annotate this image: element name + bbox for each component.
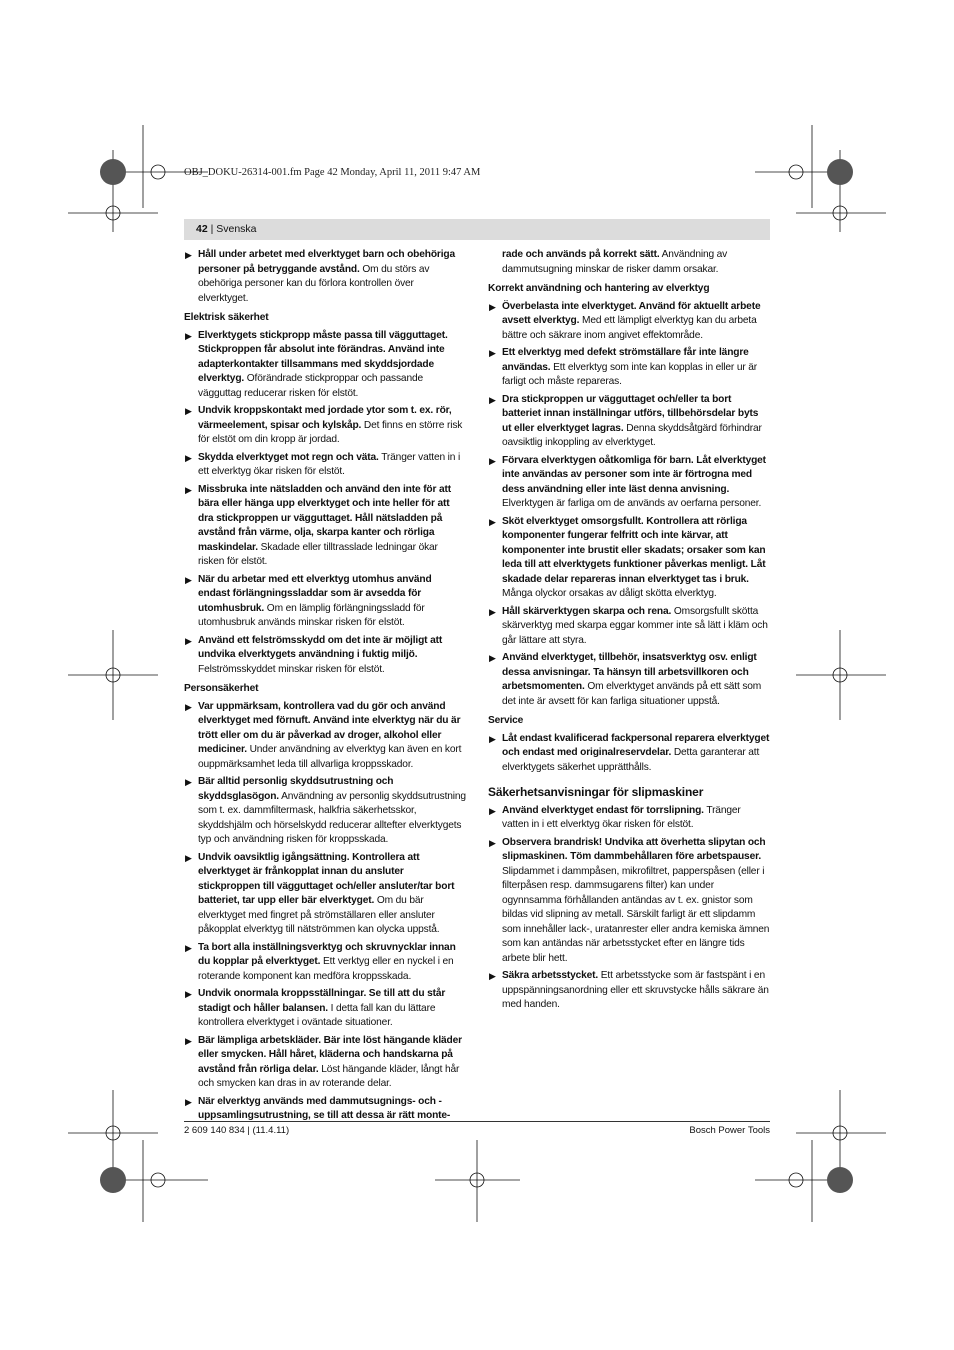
section-heading: Service (488, 715, 524, 726)
bullet-arrow-icon: ▶ (185, 635, 192, 646)
bullet-arrow-icon: ▶ (185, 942, 192, 953)
list-item: ▶ Undvik oavsiktlig igångsättning. Kontrollera att elverktyget är frånkopplat innan du ansluter stickproppen till vägguttaget och/eller ansluter/tar bort batteriet, tar upp eller bär elverktyget. Om du bär elverktyget med fingret på strömställaren eller ansluter påkopplat elverktyg till nätströmmen kan olycka uppstå. (185, 851, 455, 935)
list-item: ▶ Överbelasta inte elverktyget. Använd för aktuellt arbete avsett elverktyg. Med ett lämpligt elverktyg kan du arbeta bättre och säkrare inom angivet effektområde. (489, 300, 761, 341)
handling-list (488, 300, 770, 710)
list-item: ▶ Ta bort alla inställningsverktyg och skruvnycklar innan du kopplar på elverktyget. Ett verktyg eller en nyckel i en roterande komponent kan medföra kroppsskada. (185, 941, 456, 982)
list-item: ▶ Undvik kroppskontakt med jordade ytor som t. ex. rör, värmeelement, spisar och kylskåp. Det finns en större risk för elstöt om din kropp är jordad. (185, 405, 463, 445)
service-list (488, 732, 770, 776)
footer-rule (184, 1121, 770, 1122)
bullet-arrow-icon: ▶ (489, 516, 496, 527)
list-item: ▶ Säkra arbetsstycket. Ett arbetsstycke som är fastspänt i en uppspänningsanordning eller ett skruvstycke hålls säkrare än med handen. (489, 970, 769, 1010)
list-item: ▶ Elverktygets stickpropp måste passa till vägguttaget. Stickproppen får absolut inte förändras. Använd inte adapterkontakter tillsammans med skyddsjordade elverktyg. Oförändrade stickproppar och passande vägguttag reducerar risken för elstöt. (185, 329, 448, 399)
list-item: ▶ När du arbetar med ett elverktyg utomhus använd endast förlängningssladdar som är avsedda för utomhusbruk. Om en lämplig förlängningssladd för utomhusbruk används minskar risken för elstöt. (185, 573, 432, 628)
list-item: ▶ Förvara elverktygen oåtkomliga för barn. Låt elverktyget inte användas av personer som inte är förtrogna med dess användning eller inte läst denna anvisning. Elverktygen är farliga om de används av oerfarna personer. (489, 454, 766, 509)
bullet-arrow-icon: ▶ (489, 606, 496, 617)
list-item: ▶ Håll under arbetet med elverktyget barn och obehöriga personer på betryggande avstånd. Om du störs av obehöriga personer kan du förlora kontrollen över elverktyget. (185, 249, 455, 304)
bullet-arrow-icon: ▶ (489, 805, 496, 816)
bullet-arrow-icon: ▶ (185, 701, 192, 712)
bullet-arrow-icon: ▶ (489, 394, 496, 405)
page-number: 42 (196, 223, 208, 235)
list-item: ▶ Undvik onormala kroppsställningar. Se till att du står stadigt och håller balansen. I detta fall kan du lättare kontrollera elverktyget i oväntade situationer. (185, 988, 446, 1028)
bullet-arrow-icon: ▶ (185, 777, 192, 787)
grinder-list (488, 804, 770, 1013)
page-number-label (196, 223, 257, 235)
bullet-arrow-icon: ▶ (185, 1096, 192, 1107)
bullet-arrow-icon: ▶ (489, 348, 496, 358)
bullet-arrow-icon: ▶ (489, 455, 496, 466)
page-language: | Svenska (207, 223, 257, 235)
list-item: ▶ Använd ett felströmsskydd om det inte är möjligt att undvika elverktygets användning i fuktig miljö. Felströmsskyddet minskar risken för elstöt. (185, 634, 443, 675)
personal-list (184, 700, 466, 1124)
list-item: ▶ Var uppmärksam, kontrollera vad du gör och använd elverktyget med förnuft. Använd inte elverktyg när du är trött eller om du är påverkad av droger, alkohol eller mediciner. Under användning av elverktyg kan även en kort ouppmärksamhet leda till allvarliga kroppsskador. (185, 700, 462, 770)
bullet-arrow-icon: ▶ (185, 852, 192, 863)
list-item: ▶ Sköt elverktyget omsorgsfullt. Kontrollera att rörliga komponenter fungerar felfritt och inte kärvar, att komponenter inte brustit eller skadats; orsaker som kan leda till att elverktygets funktioner påverkas menligt. Låt skadade delar repareras innan elverktyget tas i bruk. Många olyckor orsakas av dåligt skötta elverktyg. (489, 515, 766, 599)
bullet-arrow-icon: ▶ (185, 484, 192, 495)
section-heading: Korrekt användning och hantering av elverktyg (488, 283, 710, 294)
continued-text: rade och används på korrekt sätt. Användning av dammutsugning minskar de risker damm orsakar. (502, 249, 728, 275)
footer-doc-number: 2 609 140 834 | (11.4.11) (184, 1125, 290, 1136)
bullet-arrow-icon: ▶ (489, 301, 496, 312)
list-item: ▶ Bär lämpliga arbetskläder. Bär inte löst hängande kläder eller smycken. Håll håret, kläderna och handskarna på avstånd från rörliga delar. Löst hängande kläder, långt hår och smycken kan dras in av roterande delar. (185, 1034, 462, 1089)
list-item: ▶ Bär alltid personlig skyddsutrustning och skyddsglasögon. Användning av personlig skyddsutrustning som t. ex. dammfiltermask, halkfria säkerhetsskor, skyddshjälm och hörselskydd reducerar alltefter elverktygets typ och användning risken för kroppsskada. (185, 776, 466, 845)
list-item: ▶ Håll skärverktygen skarpa och rena. Omsorgsfullt skötta skärverktyg med skarpa eggar kommer inte så lätt i kläm och går lättare att styra. (489, 605, 768, 646)
page-header-bar (184, 219, 770, 240)
right-column (488, 248, 770, 1016)
list-item: ▶ Ett elverktyg med defekt strömställare får inte längre användas. Ett elverktyg som inte kan kopplas in eller ur är farligt och måste repareras. (489, 347, 758, 387)
bullet-arrow-icon: ▶ (185, 452, 192, 463)
bullet-arrow-icon: ▶ (489, 653, 496, 663)
bullet-arrow-icon: ▶ (185, 574, 192, 585)
bullet-arrow-icon: ▶ (489, 837, 496, 848)
bullet-arrow-icon: ▶ (185, 989, 192, 999)
bullet-arrow-icon: ▶ (185, 406, 192, 416)
list-item: ▶ När elverktyg används med dammutsugnings- och -uppsamlingsutrustning, se till att dessa är rätt monte- (185, 1095, 451, 1121)
section-title: Säkerhetsanvisningar för slipmaskiner (488, 785, 704, 799)
list-item: ▶ Använd elverktyget, tillbehör, insatsverktyg osv. enligt dessa anvisningar. Ta hänsyn till arbetsvillkoren och arbetsmomenten. Om elverktyget används på ett sätt som det inte är avsett för kan farliga situationer uppstå. (489, 652, 762, 707)
print-header: OBJ_DOKU-26314-001.fm Page 42 Monday, April 11, 2011 9:47 AM (184, 167, 481, 178)
list-item: ▶ Skydda elverktyget mot regn och väta. Tränger vatten in i ett elverktyg ökar risken för elstöt. (185, 451, 461, 477)
bullet-arrow-icon: ▶ (185, 1035, 192, 1046)
list-item: ▶ Använd elverktyget endast för torrslipning. Tränger vatten in i ett elverktyg ökar risken för elstöt. (489, 804, 741, 830)
bullet-arrow-icon: ▶ (185, 330, 192, 341)
section-heading: Personsäkerhet (184, 683, 259, 694)
bullet-arrow-icon: ▶ (489, 971, 496, 981)
bullet-arrow-icon: ▶ (489, 733, 496, 744)
left-column (184, 248, 466, 1127)
footer-brand: Bosch Power Tools (689, 1125, 770, 1136)
list-item: ▶ Låt endast kvalificerad fackpersonal reparera elverktyget och endast med originalreservdelar. Detta garanterar att elverktygets säkerhet upprätthålls. (489, 732, 770, 773)
section-heading: Elektrisk säkerhet (184, 312, 269, 323)
electrical-list (184, 329, 466, 678)
list-item: ▶ Missbruka inte nätsladden och använd den inte för att bära eller hänga upp elverktyget och inte heller för att dra stickproppen ur vägguttaget. Håll nätsladden på avstånd från värme, olja, skarpa kanter och rörliga maskindelar. Skadade eller tilltrasslade ledningar ökar risken för elstöt. (185, 483, 452, 567)
bullet-arrow-icon: ▶ (185, 250, 192, 260)
list-item: ▶ Observera brandrisk! Undvika att överhetta slipytan och slipmaskinen. Töm dammbehållaren före arbetspauser. Slipdammet i dammpåsen, mikrofiltret, papperspåsen (eller i filterpåsen resp. dammsugarens filter) kan under ogynnsamma förhållanden antändas av t. ex. gnistor som bildas vid slipning av metall. Särskilt farligt är ett slipdamm som innehåller lack-, uratanrester eller andra kemiska ämnen som kan antändas när arbetsstycket efter en längre tids arbete blir hett. (489, 836, 770, 964)
list-item: ▶ Dra stickproppen ur vägguttaget och/eller ta bort batteriet innan inställningar utförs, tillbehörsdelar byts ut eller elverktyget lagras. Denna skyddsåtgärd förhindrar oavsiktlig inkoppling av elverktyget. (489, 393, 762, 448)
